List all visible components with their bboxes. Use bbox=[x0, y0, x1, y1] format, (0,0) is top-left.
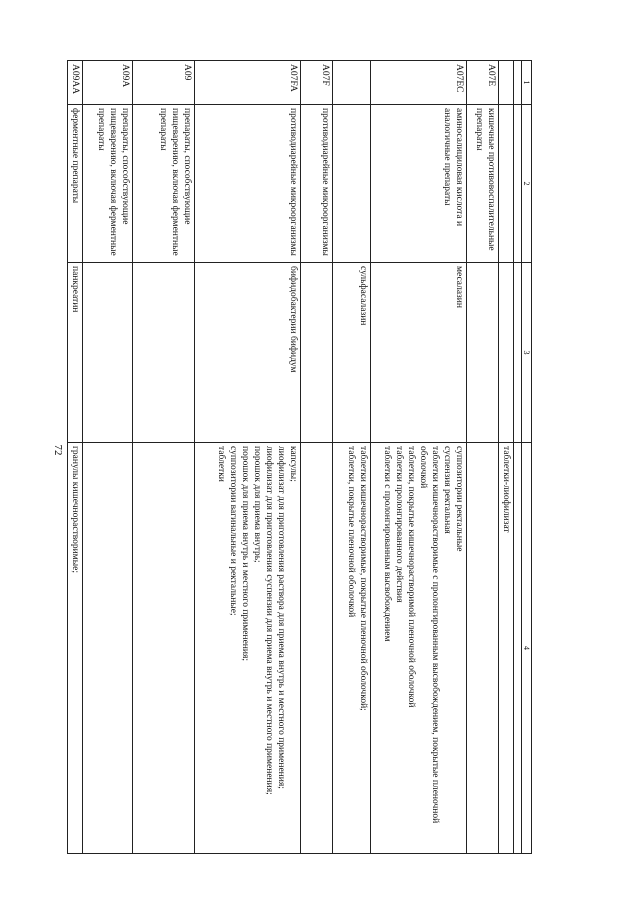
dosage-form-line: таблетки, покрытые пленочной оболочкой bbox=[346, 446, 356, 618]
dosage-form-line: лиофилизат для приготовления раствора для приема внутрь и местного применения; bbox=[276, 446, 286, 789]
column-number-3: 3 bbox=[522, 263, 532, 443]
code-cell: A07E bbox=[467, 61, 499, 105]
code-cell bbox=[333, 61, 371, 105]
dosage-form-line: лиофилизат для приготовления суспензии для приема внутрь и местного применения; bbox=[264, 446, 274, 795]
name-cell: противодиарейные микроорганизмы bbox=[301, 105, 333, 263]
dosage-form-line: суспензия ректальная bbox=[442, 446, 452, 534]
name-cell: ферментные препараты bbox=[68, 105, 83, 263]
dosage-form-line: капсулы; bbox=[288, 446, 298, 482]
dosage-forms-cell bbox=[68, 443, 83, 854]
name-cell: кишечные противовоспалительные препараты bbox=[467, 105, 499, 263]
rotated-table-container bbox=[70, 60, 532, 854]
code-cell: A07FA bbox=[195, 61, 301, 105]
column-number-row bbox=[522, 61, 532, 854]
dosage-form-line: суппозитории вагинальные и ректальные; bbox=[228, 446, 238, 616]
dosage-form-line: таблетки с пролонгированным высвобождением bbox=[382, 446, 392, 642]
table-row bbox=[467, 61, 499, 854]
dosage-forms-cell bbox=[195, 443, 301, 854]
dosage-form-line: таблетки-лиофилизат bbox=[501, 446, 511, 533]
dosage-forms-cell bbox=[499, 443, 514, 854]
substance-cell bbox=[301, 263, 333, 443]
name-cell bbox=[333, 105, 371, 263]
dosage-form-line: порошок для приема внутрь и местного применения; bbox=[240, 446, 250, 661]
dosage-forms-cell bbox=[371, 443, 467, 854]
code-cell: A07EC bbox=[371, 61, 467, 105]
dosage-form-line: таблетки пролонгированного действия bbox=[394, 446, 404, 603]
dosage-forms-cell bbox=[133, 443, 195, 854]
substance-cell bbox=[499, 263, 514, 443]
dosage-form-line: порошок для приема внутрь; bbox=[252, 446, 262, 563]
table-row bbox=[301, 61, 333, 854]
blank-row bbox=[514, 61, 522, 854]
table-body bbox=[68, 61, 514, 854]
column-number-4: 4 bbox=[522, 443, 532, 854]
column-number-1: 1 bbox=[522, 61, 532, 105]
page-number: 72 bbox=[52, 444, 64, 456]
code-cell: A07F bbox=[301, 61, 333, 105]
dosage-form-line: суппозитории ректальные bbox=[454, 446, 464, 552]
code-cell: A09AA bbox=[68, 61, 83, 105]
drug-table bbox=[67, 60, 532, 854]
name-cell: аминосалициловая кислота и аналогичные препараты bbox=[371, 105, 467, 263]
column-number-2: 2 bbox=[522, 105, 532, 263]
rotated-table-area bbox=[70, 60, 532, 854]
table-row bbox=[499, 61, 514, 854]
dosage-form-line: таблетки, покрытые кишечнорастворимой пленочной оболочкой bbox=[406, 446, 416, 708]
substance-cell: бифидобактерии бифидум bbox=[195, 263, 301, 443]
name-cell: противодиарейные микроорганизмы bbox=[195, 105, 301, 263]
name-cell: препараты, способствующие пищеварению, включая ферментные препараты bbox=[133, 105, 195, 263]
dosage-forms-cell bbox=[83, 443, 133, 854]
code-cell: A09A bbox=[83, 61, 133, 105]
table-row bbox=[195, 61, 301, 854]
code-cell: A09 bbox=[133, 61, 195, 105]
table-row bbox=[68, 61, 83, 854]
dosage-form-line: таблетки кишечнорастворимые, покрытые пленочной оболочкой; bbox=[358, 446, 368, 711]
table-row bbox=[133, 61, 195, 854]
name-cell bbox=[499, 105, 514, 263]
substance-cell bbox=[83, 263, 133, 443]
table-row bbox=[371, 61, 467, 854]
dosage-form-line: гранулы кишечнорастворимые; bbox=[70, 446, 80, 573]
substance-cell: сульфасалазин bbox=[333, 263, 371, 443]
name-cell: препараты, способствующие пищеварению, включая ферментные препараты bbox=[83, 105, 133, 263]
substance-cell: месалазин bbox=[371, 263, 467, 443]
dosage-forms-cell bbox=[301, 443, 333, 854]
dosage-forms-cell bbox=[467, 443, 499, 854]
dosage-forms-cell bbox=[333, 443, 371, 854]
substance-cell: панкреатин bbox=[68, 263, 83, 443]
table-row bbox=[83, 61, 133, 854]
substance-cell bbox=[133, 263, 195, 443]
dosage-form-line: таблетки кишечнорастворимые с пролонгированным высвобождением, покрытые пленочной оболочкой bbox=[418, 446, 440, 824]
dosage-form-line: таблетки bbox=[216, 446, 226, 482]
code-cell bbox=[499, 61, 514, 105]
table-row bbox=[333, 61, 371, 854]
substance-cell bbox=[467, 263, 499, 443]
